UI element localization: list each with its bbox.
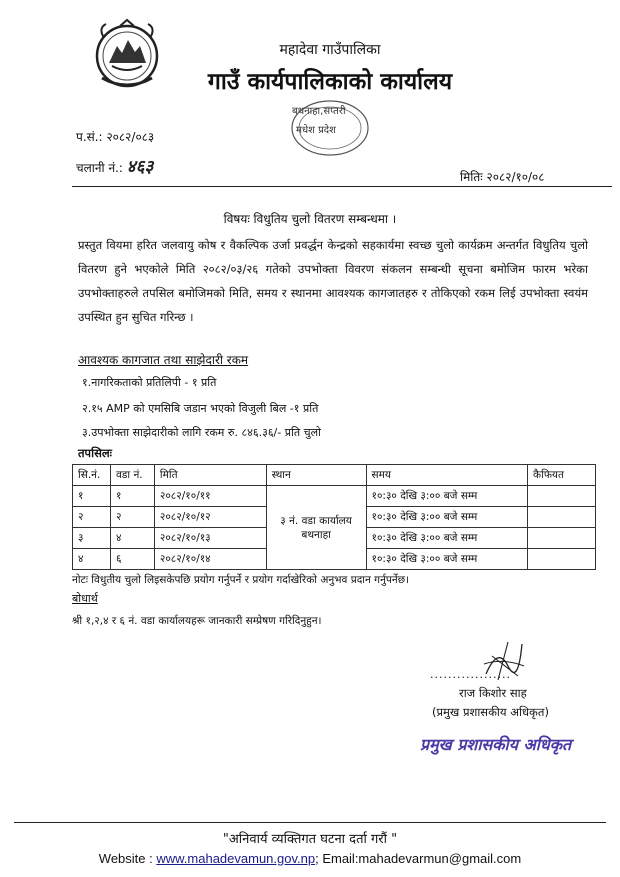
cell-time: १०:३० देखि ३:०० बजे सम्म: [366, 549, 528, 570]
requirements-title: आवश्यक कागजात तथा साझेदारी रकम: [78, 353, 249, 367]
cell-remarks: [528, 507, 596, 528]
requirement-item: २.१५ AMP को एमसिबि जडान भएको विजुली बिल -१ प्रति: [82, 402, 319, 415]
office-title: गाउँ कार्यपालिकाको कार्यालय: [207, 69, 453, 95]
schedule-label: तपसिलः: [78, 446, 112, 460]
cell-ward: १: [110, 486, 154, 507]
reference-number: [76, 128, 154, 145]
header-ward: वडा नं.: [110, 465, 154, 486]
cell-remarks: [528, 528, 596, 549]
header-location: स्थान: [266, 465, 366, 486]
municipality-name: महादेवा गाउँपालिका: [279, 42, 381, 58]
date-label: मितिः: [460, 170, 483, 184]
email-text: ; Email:mahadevarmun@gmail.com: [315, 851, 522, 866]
requirement-item: १.नागरिकताको प्रतिलिपी - १ प्रति: [82, 376, 217, 389]
footer-divider: [14, 822, 606, 823]
letter-date: [460, 168, 545, 185]
header-serial: सि.नं.: [73, 465, 111, 486]
cell-serial: ३: [73, 528, 111, 549]
cell-ward: ४: [110, 528, 154, 549]
cell-ward: २: [110, 507, 154, 528]
header-remarks: कैफियत: [528, 465, 596, 486]
office-province: मधेश प्रदेश: [296, 125, 336, 136]
cell-remarks: [528, 549, 596, 570]
cell-serial: १: [73, 486, 111, 507]
footer-contact: [0, 851, 620, 866]
header-time: समय: [366, 465, 528, 486]
cell-time: १०:३० देखि ३:०० बजे सम्म: [366, 528, 528, 549]
cell-ward: ६: [110, 549, 154, 570]
reference-value: २०८२/०८३: [106, 130, 155, 144]
footer-slogan: "अनिवार्य व्यक्तिगत घटना दर्ता गरौं ": [222, 832, 398, 847]
requirement-item: ३.उपभोक्ता साझेदारीको लागि रकम रु. ८४६.३६/- प्रति चुलो: [82, 426, 321, 439]
signatory-name: राज किशोर साह: [459, 686, 527, 700]
note-text: नोटः विधुतीय चुलो लिइसकेपछि प्रयोग गर्नुपर्ने र प्रयोग गर्दाखेरिको अनुभव प्रदान गर्नुपर्नेछ।: [72, 574, 410, 586]
letter-subject: विषयः विधुतिय चुलो वितरण सम्बन्धमा ।: [223, 212, 397, 226]
designation-stamp: प्रमुख प्रशासकीय अधिकृत: [420, 735, 572, 754]
table-header-row: [73, 465, 596, 486]
dispatch-number: [76, 154, 153, 177]
cc-text: श्री १,२,४ र ६ नं. वडा कार्यालयहरू जानकारी सम्प्रेषण गरिदिनुहुन।: [72, 615, 322, 627]
cell-remarks: [528, 486, 596, 507]
cell-time: १०:३० देखि ३:०० बजे सम्म: [366, 486, 528, 507]
website-link[interactable]: www.mahadevamun.gov.np: [156, 851, 316, 866]
cell-date: २०८२/१०/११: [154, 486, 266, 507]
signatory-designation: (प्रमुख प्रशासकीय अधिकृत): [432, 705, 549, 719]
cell-date: २०८२/१०/१४: [154, 549, 266, 570]
header-divider: [72, 186, 612, 187]
schedule-table: [72, 464, 596, 570]
dispatch-label: चलानी नं.:: [76, 161, 123, 175]
reference-label: प.सं.:: [76, 130, 103, 144]
cell-date: २०८२/१०/१३: [154, 528, 266, 549]
cell-time: १०:३० देखि ३:०० बजे सम्म: [366, 507, 528, 528]
table-row: [73, 486, 596, 507]
dispatch-value: ४६३: [126, 157, 154, 177]
website-label: Website :: [98, 851, 157, 866]
date-value: २०८२/१०/०८: [486, 170, 545, 184]
signature-line: ..................: [430, 668, 511, 681]
header-date: मिति: [154, 465, 266, 486]
cell-serial: २: [73, 507, 111, 528]
office-address: बथनाहा,सप्तरी: [292, 106, 346, 117]
cell-location: ३ नं. वडा कार्यालय बथनाहा: [266, 486, 366, 570]
cell-date: २०८२/१०/१२: [154, 507, 266, 528]
cc-title: बोधार्थ: [72, 592, 98, 605]
cell-serial: ४: [73, 549, 111, 570]
body-paragraph: प्रस्तुत वियमा हरित जलवायु कोष र वैकल्पिक उर्जा प्रवर्द्धन केन्द्रको सहकार्यमा स्वच्छ चुलो कार्यक्रम अन्तर्गत विधुतिय चुलो वितरण हुने भएकोले मिति २०८२/०३/२६ गतेको उपभोक्ता विवरण संकलन सम्बन्धी सूचना बमोजिम फारम भरेका उपभोक्ताहरुले तपसिल बमोजिमको मिति, समय र स्थानमा आवश्यक कागजातहरु र तोकिएको रकम लिई उपभोक्ता स्वयंम उपस्थित हुन सुचित गरिन्छ ।: [78, 238, 588, 324]
